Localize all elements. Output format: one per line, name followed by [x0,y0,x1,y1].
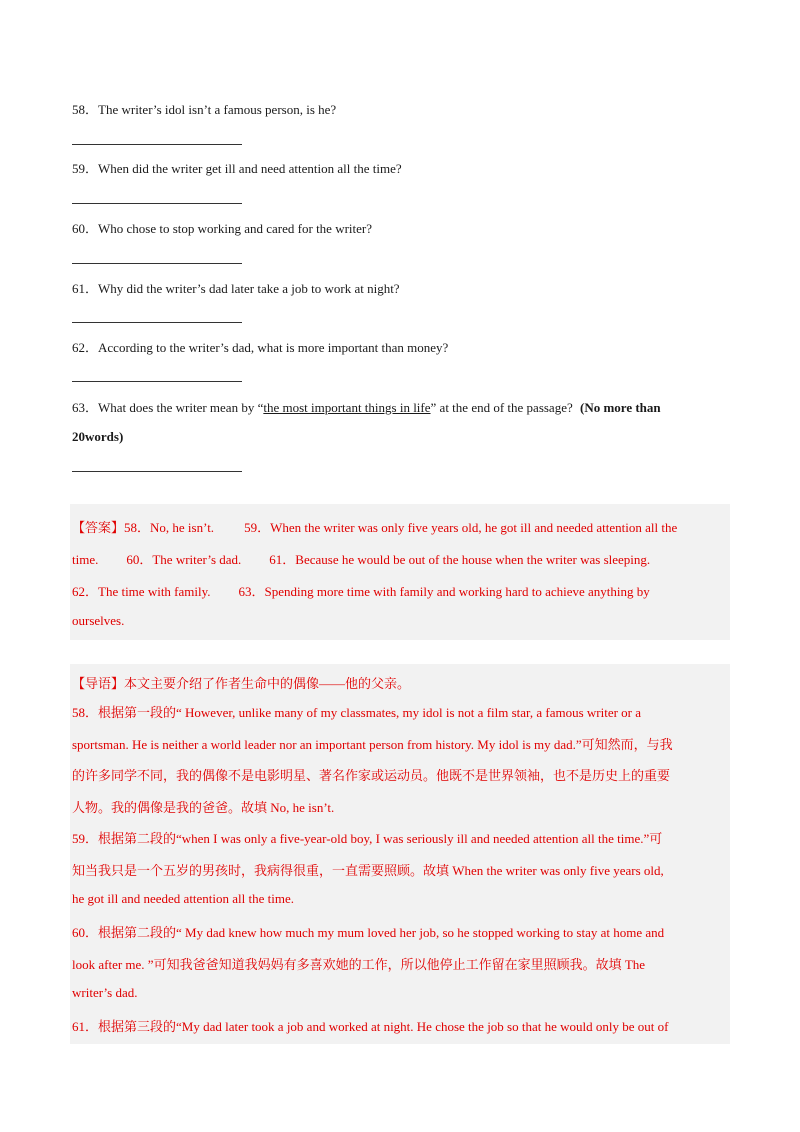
answer-line[interactable] [72,263,242,264]
question-text: Why did the writer’s dad later take a job to work at night? [98,281,400,296]
question-62 [72,337,448,356]
question-text: When did the writer get ill and need attention all the time? [98,161,402,176]
answer-line[interactable] [72,322,242,323]
explanation-line: 60．根据第二段的“ My dad knew how much my mum loved her job, so he stopped working to stay at home and [72,925,665,940]
explanation-line: writer’s dad. [72,985,138,1000]
question-text-post: ” at the end of the passage? [430,400,573,415]
explanation-line: 【导语】本文主要介绍了作者生命中的偶像——他的父亲。 [72,676,411,691]
question-text: Who chose to stop working and cared for the writer? [98,221,373,236]
answer-tag: 【答案】 [72,520,125,535]
explanation-box [70,664,730,1044]
word-limit-note: (No more than [580,400,661,415]
explanation-line: sportsman. He is neither a world leader nor an important person from history. My idol is my dad.”可知然而，与我 [72,737,673,752]
question-number: 61． [72,281,99,296]
answer-line[interactable] [72,471,242,472]
explanation-line: 59．根据第二段的“when I was only a five-year-old boy, I was seriously ill and needed attention all the time.”可 [72,831,663,846]
answer-line[interactable] [72,381,242,382]
answer-62: 62．The time with family. [72,584,211,599]
question-58 [72,99,336,118]
question-number: 62． [72,340,99,355]
answer-line[interactable] [72,203,242,204]
explanation-line: 的许多同学不同，我的偶像不是电影明星、著名作家或运动员。他既不是世界领袖，也不是历史上的重要 [72,768,671,783]
question-63 [72,397,661,416]
question-60 [72,218,372,237]
explanation-line: look after me. ”可知我爸爸知道我妈妈有多喜欢她的工作，所以他停止工作留在家里照顾我。故填 The [72,957,646,972]
question-text: According to the writer’s dad, what is more important than money? [98,340,449,355]
answer-59-cont: time. [72,552,99,567]
answer-59: 59．When the writer was only five years old, he got ill and needed attention all the [244,520,678,535]
underlined-phrase: the most important things in life [263,400,431,415]
explanation-line: 人物。我的偶像是我的爸爸。故填 No, he isn’t. [72,800,335,815]
question-text: The writer’s idol isn’t a famous person, is he? [98,102,337,117]
answer-line-3 [72,581,650,600]
question-number: 60． [72,221,99,236]
question-59 [72,158,402,177]
question-number: 63． [72,400,99,415]
question-number: 59． [72,161,99,176]
answer-line-1 [72,517,677,536]
explanation-line: 知当我只是一个五岁的男孩时，我病得很重，一直需要照顾。故填 When the writer was only five years old, [72,863,664,878]
answer-line-4 [72,613,124,629]
answer-63: 63．Spending more time with family and working hard to achieve anything by [238,584,650,599]
question-number: 58． [72,102,99,117]
question-61 [72,278,400,297]
explanation-line: 58．根据第一段的“ However, unlike many of my classmates, my idol is not a film star, a famous writer or a [72,705,642,720]
explanation-line: he got ill and needed attention all the time. [72,891,295,906]
answer-58: 58．No, he isn’t. [124,520,215,535]
word-limit-note-cont: 20words) [72,429,124,444]
answer-line[interactable] [72,144,242,145]
answer-61: 61．Because he would be out of the house when the writer was sleeping. [269,552,651,567]
answer-line-2 [72,549,650,568]
question-text-pre: What does the writer mean by “ [98,400,264,415]
explanation-line: 61．根据第三段的“My dad later took a job and worked at night. He chose the job so that he would only be out of [72,1019,669,1034]
answer-60: 60．The writer’s dad. [126,552,242,567]
answer-63-cont: ourselves. [72,613,125,628]
